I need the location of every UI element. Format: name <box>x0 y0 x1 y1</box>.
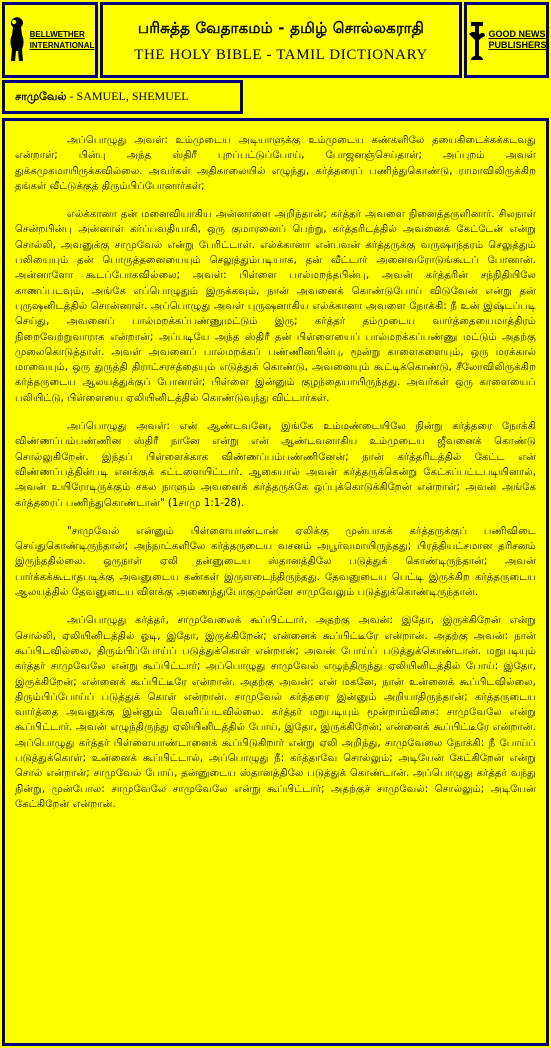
entry-heading <box>2 80 243 114</box>
bellwether-logo-text <box>30 29 95 51</box>
paragraph-4: "சாமுவேல் என்னும் பிள்ளையாண்டான் ஏலிக்கு முன்பாகக் கர்த்தருக்குப் பணிவிடை செய்துகொண்டிருந்தான்; அந்நாட்களிலே கர்த்தருடைய வசனம் அபூர்வமாயிருந்தது; பிரத்தியட்சமான தரிசனம் இருந்ததில்லை. ஒருநாள் ஏலி தன்னுடைய ஸ்தானத்திலே படுத்துக் கொண்டிருந்தான்; அவன் பார்க்கக்கூடாதபடிக்கு அவனுடைய கண்கள் இருளடைந்திருந்தது. தேவனுடைய பெட்டி இருக்கிற கர்த்தருடைய ஆலயத்தில் தேவனுடைய விளக்கு அணைந்துபோகுமுன்னே சாமுவேலும் படுத்துக்கொண்டிருந்தான். <box>15 525 536 599</box>
entry-title <box>5 83 240 105</box>
logo-left-line2: INTERNATIONAL <box>29 41 95 50</box>
logo-left-line1: BELLWETHER <box>29 30 85 39</box>
good-news-logo-panel <box>464 2 549 78</box>
ram-logo-icon <box>6 15 28 65</box>
good-news-logo-text <box>489 29 547 51</box>
entry-title-english: - SAMUEL, SHEMUEL <box>66 89 189 103</box>
logo-right-line1: GOOD NEWS <box>488 29 546 39</box>
title-panel <box>100 2 462 78</box>
page-title-tamil: பரிசுத்த வேதாகமம் - தமிழ் சொல்லகராதி <box>137 19 425 37</box>
logo-right-line2: PUBLISHERS <box>488 40 547 50</box>
dove-logo-icon <box>467 16 487 64</box>
paragraph-2: எல்க்கானா தன் மனைவியாகிய அன்னாளை அறிந்தான்; கர்த்தர் அவளை நினைத்தருளினார். சிலநாள் சென்றபின்பு அன்னாள் கர்ப்பவதியாகி, ஒரு குமாரனைப் பெற்று, கர்த்தரிடத்தில் அவனைக் கேட்டேன் என்று சொல்லி, அவனுக்கு சாமுவேல் என்று பேரிட்டாள். எல்க்கானா என்பவன் கர்த்தருக்கு வருஷாந்தரம் செலுத்தும் பலியையும் தன் பொருத்தனையையும் செலுத்தும்படியாக, தன் வீட்டார் அனைவரோடுங்கூடப் போனான். அன்னாளோ கூடப்போகவில்லை; அவள்: பிள்ளை பால்மறந்தபின்பு, அவன் கர்த்தரின் சந்நிதியிலே காணப்படவும், அங்கே எப்பொழுதும் இருக்கவும், நான் அவனைக் கொண்டுபோய் விடுவேன் என்று தன் புருஷனிடத்தில் சொன்னாள். அப்பொழுது அவள் புருஷனாகிய எல்க்கானா அவளை நோக்கி: நீ உன் இஷ்டப்படி செய்து, அவனைப் பால்மறக்கப்பண்ணுமட்டும் இரு; கர்த்தர் தம்முடைய வார்த்தையைமாத்திரம் நிறைவேற்றுவாராக என்றான்; அப்படியே அந்த ஸ்திரீ தன் பிள்ளையைப் பால்மறக்கப்பண்ணு மட்டும் அதற்கு முலைகொடுத்தாள். அவள் அவனைப் பால்மறக்கப் பண்ணினபின்பு, மூன்று காளைகளையும், ஒரு மரக்கால் மாவையும், ஒரு துருத்தி திராட்சரசத்தையும் எடுத்துக் கொண்டு, அவனையும் கூட்டிக்கொண்டு, சீலோவிலிருக்கிற கர்த்தருடைய ஆலயத்துக்குப் போனாள்; பிள்ளை இன்னும் குழந்தையாயிருந்தது. அவர்கள் ஒரு காளையைப் பலியிட்டு, பிள்ளையை ஏலியினிடத்தில் கொண்டுவந்து விட்டார்கள். <box>15 209 536 404</box>
paragraph-5: அப்பொழுது கர்த்தர், சாமுவேலைக் கூப்பிட்டார். அதற்கு அவன்: இதோ, இருக்கிறேன் என்று சொல்லி, ஏலியினிடத்தில் ஓடி, இதோ, இருக்கிறேன்; என்னைக் கூப்பிட்டீரே என்றான். அதற்கு அவன்: நான் கூப்பிடவில்லை, திரும்பிப்போய்ப் படுத்துக்கொள் என்றான்; அவன் போய்ப் படுத்துக்கொண்டான். மறுபடியும் கர்த்தர் சாமுவேலே என்று கூப்பிட்டார்; அப்பொழுது சாமுவேல் எழுந்திருந்து ஏலியினிடத்தில் போய்: இதோ, இருக்கிறேன்; என்னைக் கூப்பிட்டீரே என்றான். அதற்கு அவன்: என் மகனே, நான் உன்னைக் கூப்பிடவில்லை, திரும்பிப்போய்ப் படுத்துக் கொள் என்றான். சாமுவேல் கர்த்தரை இன்னும் அறியாதிருந்தான்; கர்த்தருடைய வார்த்தை அவனுக்கு இன்னும் வெளிப்படவில்லை. கர்த்தர் மறுபடியும் மூன்றாம்விசை: சாமுவேலே என்று கூப்பிட்டார். அவன் எழுந்திருந்து ஏலியினிடத்தில் போய், இதோ, இருக்கிறேன்; என்னைக் கூப்பிட்டீரே என்றான். அப்பொழுது கர்த்தர் பிள்ளையாண்டானைக் கூப்பிடுகிறார் என்று ஏலி அறிந்து, சாமுவேலை நோக்கி: நீ போய்ப் படுத்துக்கொள்; உன்னைக் கூப்பிட்டால், அப்பொழுது நீ: கர்த்தாவே சொல்லும்; அடியேன் கேட்கிறேன் என்று சொல் என்றான்; சாமுவேல் போய், தன்னுடைய ஸ்தானத்திலே படுத்துக் கொண்டான். அப்பொழுது கர்த்தர் வந்து நின்று, முன்போல: சாமுவேலே சாமுவேலே என்று கூப்பிட்டார்; அதற்குச் சாமுவேல்: சொல்லும்; அடியேன் கேட்கிறேன் என்றான். <box>15 615 536 810</box>
entry-content <box>2 118 549 1046</box>
paragraph-3: அப்பொழுது அவள்: என் ஆண்டவனே, இங்கே உம்மண்டையிலே நின்று கர்த்தரை நோக்கி விண்ணப்பம்பண்ணின ஸ்திரீ நானே என்று என் ஆண்டவனாகிய உம்முடைய ஜீவனைக் கொண்டு சொல்லுகிறேன். இந்தப் பிள்ளைக்காக விண்ணப்பம்பண்ணினேன்; நான் கர்த்தரிடத்தில் கேட்ட என் விண்ணப்பத்தின்படி எனக்குக் கட்டளையிட்டார். ஆகையால் அவன் கர்த்தருக்கென்று கேட்கப்பட்டபடியினால், அவன் உயிரோடிருக்கும் சகல நாளும் அவனைக் கர்த்தருக்கே ஒப்புக்கொடுக்கிறேன் என்றாள்; அவன் அங்கே கர்த்தரைப் பணிந்துகொண்டான்" (1சாமு 1:1-28). <box>15 421 536 509</box>
page-title-english: THE HOLY BIBLE - TAMIL DICTIONARY <box>134 47 428 63</box>
bellwether-logo-panel <box>2 2 98 78</box>
entry-title-tamil: சாமுவேல் <box>15 90 67 103</box>
paragraph-1: அப்பொழுது அவள்: உம்முடைய அடியாளுக்கு உம்முடைய கண்களிலே தயைகிடைக்கக்கடவது என்றாள்; பின்பு அந்த ஸ்திரீ புறப்பட்டுப்போய், போஜனஞ்செய்தாள்; அப்புறம் அவள் துக்கமுகமாயிருக்கவில்லை. அவர்கள் அதிகாலையில் எழுந்து, கர்த்தரைப் பணிந்துகொண்டு, ராமாவிலிருக்கிற தங்கள் வீட்டுக்குத் திரும்பிப்போனார்கள்; <box>15 135 536 192</box>
